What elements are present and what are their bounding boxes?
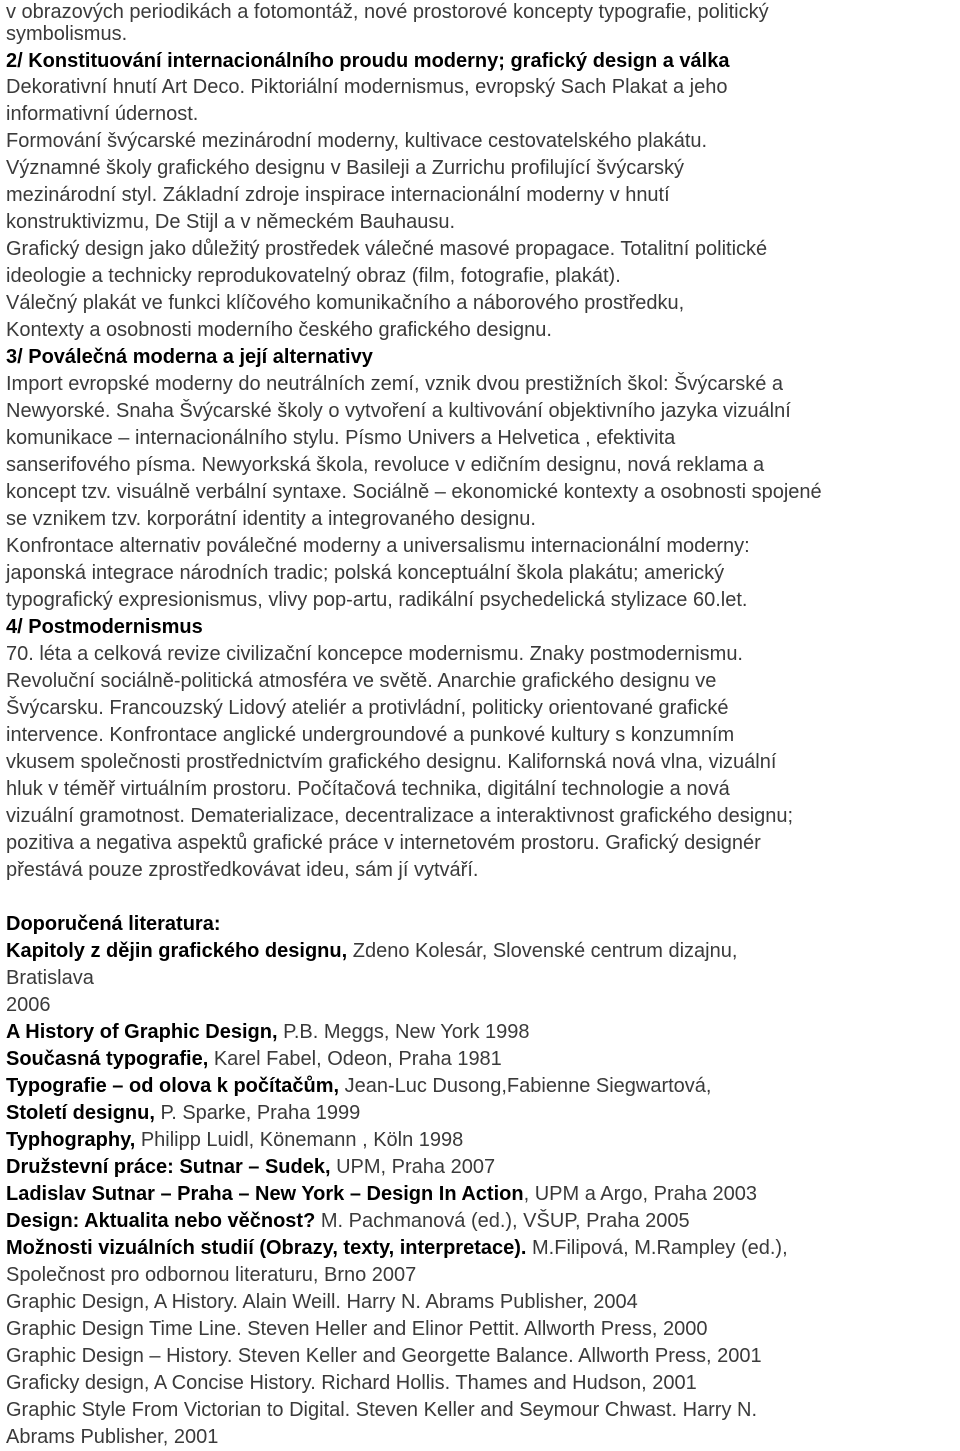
body-text: Švýcarsku. Francouzský Lidový ateliér a protivládní, politicky orientované grafické [6, 697, 729, 719]
bold-text: Století designu, [6, 1102, 155, 1124]
body-text: v obrazových periodikách a fotomontáž, nové prostorové koncepty typografie, politický [6, 1, 769, 23]
body-text: japonská integrace národních tradic; polská konceptuální škola plakátu; americký [6, 562, 725, 584]
body-text: koncept tzv. visuálně verbální syntaxe. Sociálně – ekonomické kontexty a osobnosti spojené [6, 481, 822, 503]
text-line [6, 938, 737, 965]
text-line [6, 722, 734, 749]
body-text: Graphic Design Time Line. Steven Heller and Elinor Pettit. Allworth Press, 2000 [6, 1318, 708, 1340]
text-line [6, 533, 750, 560]
text-line [6, 992, 51, 1019]
text-line [6, 506, 536, 533]
bold-text: A History of Graphic Design, [6, 1021, 278, 1043]
body-text: mezinárodní styl. Základní zdroje inspirace internacionální moderny v hnutí [6, 184, 670, 206]
text-line [6, 128, 707, 155]
body-text: Jean-Luc Dusong,Fabienne Siegwartová, [339, 1075, 712, 1097]
body-text: Válečný plakát ve funkci klíčového komunikačního a náborového prostředku, [6, 292, 685, 314]
body-text: informativní údernost. [6, 103, 199, 125]
body-text: P.B. Meggs, New York 1998 [277, 1021, 530, 1043]
text-line [6, 1262, 416, 1289]
text-line [6, 1235, 788, 1262]
bold-text: Družstevní práce: Sutnar – Sudek, [6, 1156, 331, 1178]
body-text: vizuální gramotnost. Dematerializace, decentralizace a interaktivnost grafického designu; [6, 805, 794, 827]
text-line [6, 209, 455, 236]
text-line [6, 479, 822, 506]
text-line [6, 425, 675, 452]
body-text: ideologie a technicky reprodukovatelný obraz (film, fotografie, plakát). [6, 265, 621, 287]
text-line [6, 587, 747, 614]
text-line [6, 1127, 463, 1154]
bold-text: Současná typografie, [6, 1048, 209, 1070]
text-line [6, 749, 776, 776]
body-text: Karel Fabel, Odeon, Praha 1981 [208, 1048, 502, 1070]
body-text: Graphic Style From Victorian to Digital. Steven Keller and Seymour Chwast. Harry N. [6, 1399, 758, 1421]
text-line [6, 830, 761, 857]
body-text: Zdeno Kolesár, Slovenské centrum dizajnu, [347, 940, 738, 962]
body-text: Abrams Publisher, 2001 [6, 1426, 219, 1448]
body-text: Dekorativní hnutí Art Deco. Piktoriální modernismus, evropský Sach Plakat a jeho [6, 76, 728, 98]
text-line [6, 1046, 502, 1073]
body-text: P. Sparke, Praha 1999 [154, 1102, 361, 1124]
text-line [6, 1343, 762, 1370]
body-text: Formování švýcarské mezinárodní moderny, kultivace cestovatelského plakátu. [6, 130, 708, 152]
body-text: konstruktivizmu, De Stijl a v německém Bauhausu. [6, 211, 456, 233]
body-text: Významné školy grafického designu v Basileji a Zurrichu profilující švýcarský [6, 157, 685, 179]
body-text: Kontexty a osobnosti moderního českého grafického designu. [6, 319, 552, 341]
text-line [6, 452, 764, 479]
text-line [6, 560, 724, 587]
body-text: typografický expresionismus, vlivy pop-artu, radikální psychedelická stylizace 60.let. [6, 589, 748, 611]
text-line [6, 1019, 530, 1046]
bold-text: 4/ Postmodernismus [6, 616, 203, 638]
body-text: Graphic Design, A History. Alain Weill. Harry N. Abrams Publisher, 2004 [6, 1291, 638, 1313]
text-line [6, 236, 767, 263]
text-line [6, 1424, 218, 1451]
bold-text: Typhography, [6, 1129, 136, 1151]
bold-text: 3/ Poválečná moderna a její alternativy [6, 346, 373, 368]
text-line [6, 74, 727, 101]
text-line [6, 263, 621, 290]
body-text: Newyorské. Snaha Švýcarské školy o vytvoření a kultivování objektivního jazyka vizuální [6, 400, 791, 422]
text-line [6, 803, 793, 830]
text-line [6, 1208, 690, 1235]
bold-text: Kapitoly z dějin grafického designu, [6, 940, 348, 962]
body-text: symbolismus. [6, 23, 128, 45]
text-line [6, 1370, 697, 1397]
text-line [6, 21, 127, 48]
body-text: Konfrontace alternativ poválečné moderny a universalismu internacionální moderny: [6, 535, 750, 557]
body-text: Graficky design, A Concise History. Richard Hollis. Thames and Hudson, 2001 [6, 1372, 697, 1394]
text-line [6, 911, 220, 938]
text-line [6, 371, 783, 398]
body-text: Grafický design jako důležitý prostředek válečné masové propagace. Totalitní politické [6, 238, 768, 260]
text-line [6, 101, 198, 128]
text-line [6, 857, 478, 884]
body-text: M. Pachmanová (ed.), VŠUP, Praha 2005 [315, 1210, 690, 1232]
body-text: 70. léta a celková revize civilizační koncepce modernismu. Znaky postmodernismu. [6, 643, 743, 665]
body-text: Graphic Design – History. Steven Keller and Georgette Balance. Allworth Press, 2001 [6, 1345, 762, 1367]
bold-text: Ladislav Sutnar – Praha – New York – Design In Action [6, 1183, 524, 1205]
text-line [6, 1316, 707, 1343]
body-text: Revoluční sociálně-politická atmosféra ve světě. Anarchie grafického designu ve [6, 670, 717, 692]
body-text: hluk v téměř virtuálním prostoru. Počítačová technika, digitální technologie a nová [6, 778, 730, 800]
body-text: komunikace – internacionálního stylu. Písmo Univers a Helvetica , efektivita [6, 427, 676, 449]
bold-text: 2/ Konstituování internacionálního proudu moderny; grafický design a válka [6, 50, 730, 72]
text-line [6, 48, 729, 75]
body-text: pozitiva a negativa aspektů grafické práce v internetovém prostoru. Grafický designér [6, 832, 761, 854]
text-line [6, 398, 791, 425]
text-line [6, 344, 373, 371]
text-line [6, 1073, 711, 1100]
text-line [6, 182, 670, 209]
text-line [6, 614, 203, 641]
bold-text: Design: Aktualita nebo věčnost? [6, 1210, 316, 1232]
bold-text: Možnosti vizuálních studií (Obrazy, texty, interpretace). [6, 1237, 527, 1259]
text-line [6, 668, 716, 695]
text-line [6, 1289, 638, 1316]
text-line [6, 641, 743, 668]
body-text: Philipp Luidl, Könemann , Köln 1998 [135, 1129, 464, 1151]
text-line [6, 695, 729, 722]
bold-text: Doporučená literatura: [6, 913, 221, 935]
text-line [6, 155, 684, 182]
text-line [6, 965, 94, 992]
body-text: Bratislava [6, 967, 94, 989]
body-text: M.Filipová, M.Rampley (ed.), [526, 1237, 788, 1259]
body-text: , UPM a Argo, Praha 2003 [523, 1183, 758, 1205]
text-line [6, 1397, 757, 1424]
body-text: sanserifového písma. Newyorkská škola, revoluce v edičním designu, nová reklama a [6, 454, 765, 476]
text-line [6, 290, 684, 317]
body-text: UPM, Praha 2007 [330, 1156, 496, 1178]
body-text: se vznikem tzv. korporátní identity a integrovaného designu. [6, 508, 536, 530]
body-text: 2006 [6, 994, 51, 1016]
body-text: Společnost pro odbornou literaturu, Brno 2007 [6, 1264, 417, 1286]
text-line [6, 1100, 360, 1127]
body-text: intervence. Konfrontace anglické undergroundové a punkové kultury s konzumním [6, 724, 735, 746]
body-text: Import evropské moderny do neutrálních zemí, vznik dvou prestižních škol: Švýcarské a [6, 373, 784, 395]
text-line [6, 317, 552, 344]
text-line [6, 776, 730, 803]
bold-text: Typografie – od olova k počítačům, [6, 1075, 340, 1097]
text-line [6, 1154, 495, 1181]
body-text: vkusem společnosti prostřednictvím grafického designu. Kalifornská nová vlna, vizuální [6, 751, 777, 773]
text-line [6, 1181, 757, 1208]
body-text: přestává pouze zprostředkovávat ideu, sám jí vytváří. [6, 859, 479, 881]
